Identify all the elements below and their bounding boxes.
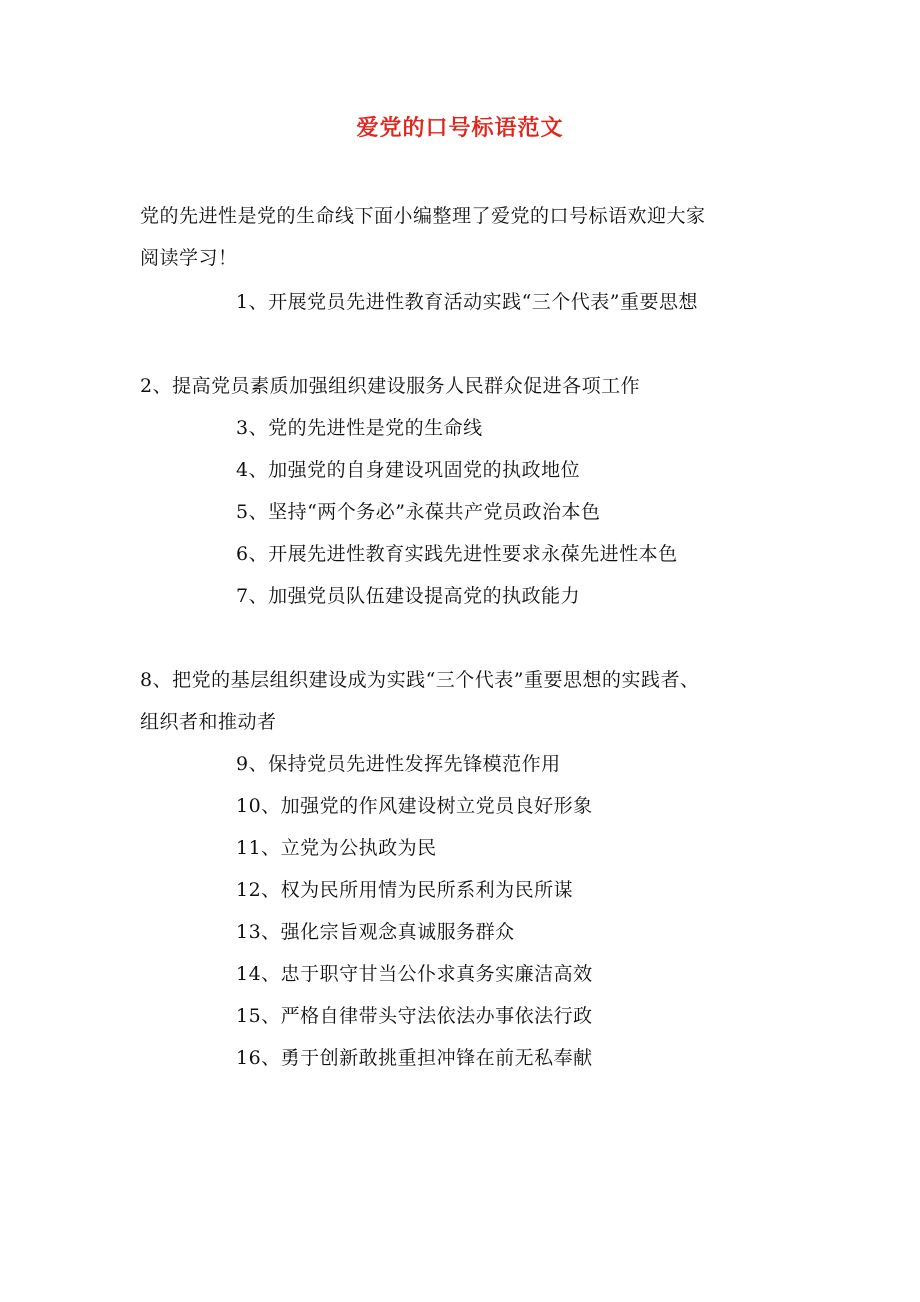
slogan-item-16: 16、勇于创新敢挑重担冲锋在前无私奉献	[236, 1047, 593, 1069]
slogan-item-15: 15、严格自律带头守法依法办事依法行政	[236, 1005, 593, 1027]
slogan-item-8-continued: 组织者和推动者	[140, 711, 277, 733]
slogan-item-5: 5、坚持“两个务必”永葆共产党员政治本色	[236, 501, 601, 523]
slogan-item-8: 8、把党的基层组织建设成为实践“三个代表”重要思想的实践者、	[140, 669, 700, 691]
slogan-item-14: 14、忠于职守甘当公仆求真务实廉洁高效	[236, 963, 593, 985]
slogan-item-13: 13、强化宗旨观念真诚服务群众	[236, 921, 515, 943]
slogan-item-3: 3、党的先进性是党的生命线	[236, 417, 483, 439]
slogan-item-6: 6、开展先进性教育实践先进性要求永葆先进性本色	[236, 543, 678, 565]
slogan-item-1: 1、开展党员先进性教育活动实践“三个代表”重要思想	[236, 291, 699, 313]
slogan-item-9: 9、保持党员先进性发挥先锋模范作用	[236, 753, 561, 775]
slogan-item-2: 2、提高党员素质加强组织建设服务人民群众促进各项工作	[140, 375, 641, 397]
intro-line-2: 阅读学习！	[140, 247, 238, 269]
slogan-item-11: 11、立党为公执政为民	[236, 837, 437, 859]
slogan-item-10: 10、加强党的作风建设树立党员良好形象	[236, 795, 593, 817]
intro-line-1: 党的先进性是党的生命线下面小编整理了爱党的口号标语欢迎大家	[140, 205, 706, 227]
slogan-item-12: 12、权为民所用情为民所系利为民所谋	[236, 879, 574, 901]
document-title: 爱党的口号标语范文	[356, 115, 564, 141]
slogan-item-4: 4、加强党的自身建设巩固党的执政地位	[236, 459, 581, 481]
slogan-item-7: 7、加强党员队伍建设提高党的执政能力	[236, 585, 581, 607]
